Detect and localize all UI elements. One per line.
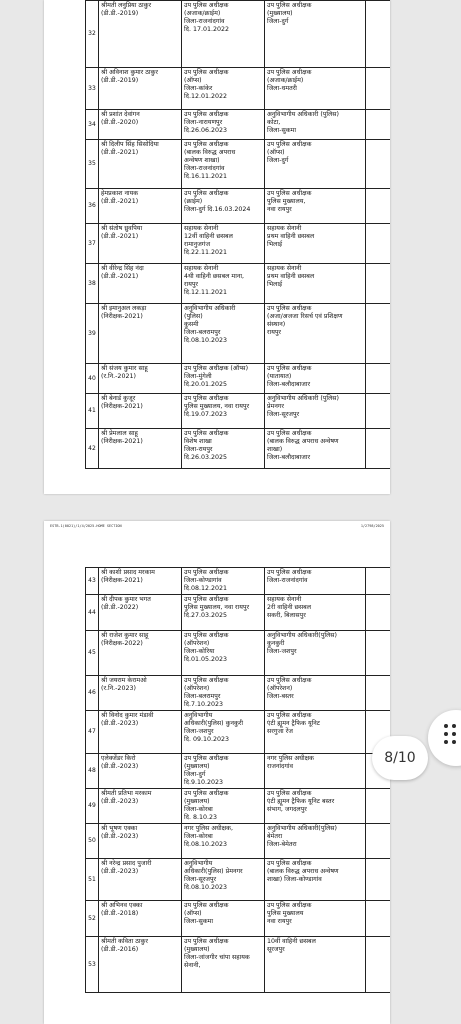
serial-number-cell <box>86 304 99 364</box>
current-posting-cell-text: उप पुलिस अधीक्षक (मुख्यालय) जिला-दुर्ग दि.9.10.2023 <box>184 755 229 786</box>
officer-name-cell <box>99 859 182 901</box>
transfer-table-page-2 <box>85 567 390 993</box>
new-posting-cell <box>265 676 366 711</box>
remarks-cell <box>366 859 391 901</box>
remarks-cell <box>366 394 391 429</box>
current-posting-cell <box>182 901 265 937</box>
new-posting-cell <box>265 824 366 859</box>
remarks-cell <box>366 140 391 189</box>
serial-number-cell <box>86 711 99 754</box>
current-posting-cell <box>182 364 265 394</box>
remarks-cell <box>366 224 391 264</box>
current-posting-cell <box>182 394 265 429</box>
new-posting-cell <box>265 429 366 469</box>
officer-name-cell-text: श्रीमती कविता ठाकुर (डी.डी.-2016) <box>101 938 148 953</box>
remarks-cell <box>366 68 391 110</box>
new-posting-cell-text: उप पुलिस अधीक्षक (बालक विरुद्ध अपराध अन्वेषण शाखा) जिला-कोण्डागांव <box>267 860 339 883</box>
new-posting-cell-text: उप पुलिस अधीक्षक (यातायात) जिला-बलौदाबाजार <box>267 365 312 388</box>
dots-grid-icon <box>444 724 458 752</box>
current-posting-cell-text: उप पुलिस अधीक्षक पुलिस मुख्यालय, नवा रायपुर दि.19.07.2023 <box>184 395 250 418</box>
table-row <box>86 789 391 824</box>
new-posting-cell <box>265 224 366 264</box>
current-posting-cell-text: उप पुलिस अधीक्षक (ऑपरेशन) जिला-बलरामपुर दि.7.10.2023 <box>184 677 229 708</box>
remarks-cell <box>366 304 391 364</box>
current-posting-cell <box>182 1 265 68</box>
new-posting-cell-text: अनुविभागीय अधिकारी (पुलिस) कोटा, जिला-सुकमा <box>267 111 339 134</box>
current-posting-cell-text: नगर पुलिस अधीक्षक, जिला-कोरबा दि.08.10.2023 <box>184 825 234 848</box>
officer-name-cell <box>99 304 182 364</box>
new-posting-cell <box>265 394 366 429</box>
serial-number-cell-text: 41 <box>88 407 96 414</box>
current-posting-cell <box>182 224 265 264</box>
serial-number-cell <box>86 824 99 859</box>
officer-name-cell-text: श्री भूषण एक्का (डी.डी.-2023) <box>101 825 139 840</box>
officer-name-cell <box>99 364 182 394</box>
current-posting-cell <box>182 676 265 711</box>
remarks-cell <box>366 937 391 993</box>
new-posting-cell-text: उप पुलिस अधीक्षक (अजा/अजजा रिसर्च एवं प्रशिक्षण संस्थान) रायपुर <box>267 305 343 336</box>
table-row <box>86 68 391 110</box>
officer-name-cell-text: श्री जयराम केरामओ (र.नि.-2023) <box>101 677 147 692</box>
serial-number-cell-text: 43 <box>88 577 96 584</box>
table-row <box>86 304 391 364</box>
officer-name-cell <box>99 264 182 304</box>
current-posting-cell <box>182 110 265 140</box>
serial-number-cell-text: 50 <box>88 837 96 844</box>
serial-number-cell <box>86 937 99 993</box>
serial-number-cell-text: 35 <box>88 160 96 167</box>
officer-name-cell-text: श्रीमती लनुप्रिया ठाकुर (डी.डी.-2019) <box>101 2 152 17</box>
officer-name-cell <box>99 394 182 429</box>
officer-name-cell <box>99 140 182 189</box>
serial-number-cell-text: 53 <box>88 960 96 968</box>
current-posting-cell <box>182 68 265 110</box>
new-posting-cell <box>265 631 366 676</box>
serial-number-cell <box>86 901 99 937</box>
table-row <box>86 110 391 140</box>
current-posting-cell-text: उप पुलिस अधीक्षक (ऑप्स) जिला-कांकेर दि.12.01.2022 <box>184 69 229 100</box>
new-posting-cell <box>265 364 366 394</box>
officer-name-cell <box>99 901 182 937</box>
remarks-cell <box>366 595 391 631</box>
new-posting-cell-text: 10वीं वाहिनी छसबल सूरजपुर <box>267 938 316 953</box>
serial-number-cell-text: 36 <box>88 202 96 209</box>
new-posting-cell-text: उप पुलिस अधीक्षक पुलिस मुख्यालय नवा रायपुर <box>267 902 312 925</box>
remarks-cell <box>366 189 391 224</box>
table-row <box>86 859 391 901</box>
table-row <box>86 595 391 631</box>
serial-number-cell-text: 46 <box>88 689 96 696</box>
current-posting-cell-text: उप पुलिस अधीक्षक (ऑपरेशन) जिला-कोरिया दि.01.05.2023 <box>184 632 229 663</box>
transfer-table-page-1 <box>85 0 390 469</box>
table-row <box>86 189 391 224</box>
current-posting-cell-text: उप पुलिस अधीक्षक (मुख्यालय) जिला-जांजगीर चांपा सहायक सेनानी, <box>184 938 250 969</box>
serial-number-cell-text: 52 <box>88 914 96 922</box>
remarks-cell <box>366 824 391 859</box>
serial-number-cell-text: 39 <box>88 329 96 337</box>
officer-name-cell-text: श्रीमती प्रतिभा मरकाम (डी.डी.-2023) <box>101 790 152 805</box>
new-posting-cell-text: उप पुलिस अधीक्षक एंटी ह्यूमन ट्रैफिक यूनिट बस्तर संभाग, जगदलपुर <box>267 790 335 813</box>
new-posting-cell-text: अनुविभागीय अधिकारी(पुलिस) बेमेतरा जिला-बेमेतरा <box>267 825 337 848</box>
serial-number-cell-text: 51 <box>88 875 96 883</box>
table-row <box>86 264 391 304</box>
table-row <box>86 394 391 429</box>
serial-number-cell-text: 42 <box>88 444 96 452</box>
serial-number-cell-text: 38 <box>88 279 96 287</box>
current-posting-cell-text: सहायक सेनानी 12वीं वाहिनी छसबल रामानुजगंज दि.22.11.2021 <box>184 225 233 256</box>
serial-number-cell <box>86 1 99 68</box>
current-posting-cell-text: उप पुलिस अधीक्षक (ऑप्स) जिला-मुंगेली दि.20.01.2025 <box>184 365 249 388</box>
current-posting-cell <box>182 824 265 859</box>
new-posting-cell <box>265 110 366 140</box>
remarks-cell <box>366 429 391 469</box>
serial-number-cell-text: 33 <box>88 84 96 92</box>
officer-name-cell <box>99 224 182 264</box>
serial-number-cell <box>86 394 99 429</box>
current-posting-cell <box>182 304 265 364</box>
serial-number-cell <box>86 140 99 189</box>
table-row <box>86 1 391 68</box>
new-posting-cell <box>265 568 366 595</box>
serial-number-cell <box>86 68 99 110</box>
serial-number-cell-text: 40 <box>88 374 96 382</box>
current-posting-cell-text: उप पुलिस अधीक्षक (मुख्यालय) जिला-कोरबा दि. 8.10.23 <box>184 790 229 821</box>
current-posting-cell <box>182 264 265 304</box>
new-posting-cell <box>265 754 366 789</box>
officer-name-cell-text: श्री प्रशांत देवांगन (डी.डी.-2020) <box>101 111 140 126</box>
table-row <box>86 140 391 189</box>
new-posting-cell <box>265 711 366 754</box>
serial-number-cell-text: 34 <box>88 120 96 128</box>
officer-name-cell-text: श्री काशी प्रसाद मरकाम (निरीक्षक-2021) <box>101 569 155 584</box>
officer-name-cell-text: श्री नरेन्द्र प्रसाद पुजारी (डी.डी.-2023) <box>101 860 152 875</box>
officer-name-cell <box>99 595 182 631</box>
officer-name-cell <box>99 711 182 754</box>
officer-name-cell <box>99 429 182 469</box>
remarks-cell <box>366 364 391 394</box>
officer-name-cell-text: श्री राजेश कुमार साहू (निरीक्षक-2022) <box>101 632 149 647</box>
officer-name-cell-text: श्री बेनार्ड कुजूर (निरीक्षक-2021) <box>101 395 143 410</box>
officer-name-cell <box>99 824 182 859</box>
current-posting-cell <box>182 140 265 189</box>
new-posting-cell-text: सहायक सेनानी प्रथम वाहिनी छसबल भिलाई <box>267 265 315 288</box>
new-posting-cell <box>265 789 366 824</box>
current-posting-cell-text: उप पुलिस अधीक्षक विशेष शाखा जिला-रायपुर दि.26.03.2025 <box>184 430 229 461</box>
officer-name-cell-text: एलेक्जेंडर किरो (डी.डी.-2023) <box>101 755 139 770</box>
current-posting-cell <box>182 631 265 676</box>
remarks-cell <box>366 901 391 937</box>
page-header <box>50 524 384 528</box>
current-posting-cell-text: सहायक सेनानी 4थी वाहिनी छसबल माना, रायपुर दि.12.11.2021 <box>184 265 244 296</box>
serial-number-cell-text: 49 <box>88 802 96 809</box>
current-posting-cell <box>182 595 265 631</box>
officer-name-cell <box>99 110 182 140</box>
new-posting-cell <box>265 189 366 224</box>
remarks-cell <box>366 631 391 676</box>
officer-name-cell <box>99 631 182 676</box>
serial-number-cell <box>86 789 99 824</box>
current-posting-cell-text: उप पुलिस अधीक्षक (क्राईम) जिला-दुर्ग दि.16.03.2024 <box>184 190 251 213</box>
officer-name-cell-text: श्री अभिनव एक्का (डी.डी.-2018) <box>101 902 143 917</box>
new-posting-cell <box>265 140 366 189</box>
serial-number-cell-text: 45 <box>88 649 96 656</box>
new-posting-cell <box>265 304 366 364</box>
officer-name-cell <box>99 937 182 993</box>
new-posting-cell-text: उप पुलिस अधीक्षक (ऑप्स) जिला-दुर्ग <box>267 141 312 164</box>
table-row <box>86 224 391 264</box>
serial-number-cell <box>86 264 99 304</box>
new-posting-cell <box>265 859 366 901</box>
new-posting-cell <box>265 264 366 304</box>
new-posting-cell-text: नगर पुलिस अधीक्षक राजनांदगांव <box>267 755 315 770</box>
new-posting-cell-text: उप पुलिस अधीक्षक (मुख्यालय) जिला-दुर्ग <box>267 2 312 25</box>
document-page-1 <box>44 0 390 494</box>
officer-name-cell <box>99 68 182 110</box>
file-reference: ESTB-1(0021)/1/4/2025-HOME SECTION <box>50 524 122 528</box>
new-posting-cell <box>265 595 366 631</box>
page-indicator-label: 8/10 <box>384 750 416 766</box>
officer-name-cell-text: श्री संतोष ध्रुवपिया (डी.डी.-2021) <box>101 225 143 240</box>
table-row <box>86 754 391 789</box>
current-posting-cell <box>182 429 265 469</box>
serial-number-cell-text: 32 <box>88 30 96 37</box>
remarks-cell <box>366 1 391 68</box>
officer-name-cell-text: श्री संजय कुमार साहू (र.नि.-2021) <box>101 365 148 380</box>
officer-name-cell <box>99 754 182 789</box>
current-posting-cell-text: अनुविभागीय अधिकारी (पुलिस) कुसमी जिला-बलरामपुर दि.08.10.2023 <box>184 305 236 344</box>
officer-name-cell-text: श्री विनोद कुमार मंडावी (डी.डी.-2023) <box>101 712 154 727</box>
current-posting-cell <box>182 568 265 595</box>
officer-name-cell-text: श्री इमानुअल लकड़ा (निरीक्षक-2021) <box>101 305 147 320</box>
table-body <box>86 1 391 469</box>
serial-number-cell <box>86 859 99 901</box>
new-posting-cell-text: अनुविभागीय अधिकारी(पुलिस) कुनकुरी जिला-जशपुर <box>267 632 337 655</box>
serial-number-cell <box>86 429 99 469</box>
serial-number-cell <box>86 754 99 789</box>
new-posting-cell-text: सहायक सेनानी प्रथम वाहिनी छसबल भिलाई <box>267 225 315 248</box>
officer-name-cell-text: हेमप्रकाश नायक (डी.डी.-2021) <box>101 190 139 205</box>
officer-name-cell-text: श्री अविनाश कुमार ठाकुर (डी.डी.-2019) <box>101 69 158 84</box>
table-row <box>86 631 391 676</box>
new-posting-cell-text: सहायक सेनानी 2री वाहिनी छसबल सकरी, बिलासपुर <box>267 596 311 619</box>
officer-name-cell <box>99 1 182 68</box>
new-posting-cell-text: उप पुलिस अधीक्षक पुलिस मुख्यालय, नवा रायपुर <box>267 190 312 213</box>
serial-number-cell <box>86 595 99 631</box>
remarks-cell <box>366 676 391 711</box>
table-row <box>86 568 391 595</box>
page-indicator <box>372 736 428 780</box>
new-posting-cell <box>265 1 366 68</box>
document-number: 1/2798/2025 <box>360 524 384 528</box>
serial-number-cell-text: 47 <box>88 728 96 735</box>
officer-name-cell-text: श्री दीपक कुमार भगत (डी.डी.-2022) <box>101 596 151 611</box>
document-page-2 <box>44 521 390 1024</box>
remarks-cell <box>366 264 391 304</box>
current-posting-cell-text: अनुविभागीय अधिकारी(पुलिस) प्रेमनगर जिला-सूरजपुर दि.08.10.2023 <box>184 860 243 891</box>
officer-name-cell <box>99 676 182 711</box>
serial-number-cell <box>86 110 99 140</box>
officer-name-cell <box>99 568 182 595</box>
officer-name-cell-text: श्री दिलीप सिंह सिसोदिया (डी.डी.-2021) <box>101 141 159 156</box>
new-posting-cell-text: उप पुलिस अधीक्षक एंटी ह्यूमन ट्रैफिक यूनिट सरगुजा रेंज <box>267 712 320 735</box>
menu-button[interactable] <box>428 710 461 766</box>
remarks-cell <box>366 110 391 140</box>
table-row <box>86 364 391 394</box>
current-posting-cell <box>182 859 265 901</box>
current-posting-cell-text: उप पुलिस अधीक्षक (अजाक/क्राईम) जिला-राजनांदगांव दि. 17.01.2022 <box>184 2 230 33</box>
new-posting-cell-text: उप पुलिस अधीक्षक (ऑपरेशन) जिला-बस्तर <box>267 677 312 700</box>
current-posting-cell <box>182 937 265 993</box>
current-posting-cell-text: उप पुलिस अधीक्षक (ऑप्स) जिला-सुकमा <box>184 902 229 925</box>
officer-name-cell <box>99 789 182 824</box>
current-posting-cell <box>182 189 265 224</box>
serial-number-cell <box>86 189 99 224</box>
new-posting-cell-text: उप पुलिस अधीक्षक (अजाक/क्राईम) जिला-धमतरी <box>267 69 312 92</box>
new-posting-cell-text: उप पुलिस अधीक्षक (बालक विरुद्ध अपराध अन्वेषण शाखा) जिला-बलौदाबाजार <box>267 430 339 461</box>
serial-number-cell <box>86 676 99 711</box>
officer-name-cell-text: श्री वीरेन्द्र सिंह नंदा (डी.डी.-2021) <box>101 265 144 280</box>
current-posting-cell <box>182 754 265 789</box>
current-posting-cell-text: अनुविभागीय अधिकारी(पुलिस) कुनकुरी जिला-जशपुर दि. 09.10.2023 <box>184 712 244 743</box>
table-row <box>86 824 391 859</box>
serial-number-cell-text: 44 <box>88 608 96 616</box>
serial-number-cell-text: 37 <box>88 239 96 247</box>
current-posting-cell-text: उप पुलिस अधीक्षक जिला-नारायणपुर दि.26.06.2023 <box>184 111 229 134</box>
table-row <box>86 937 391 993</box>
officer-name-cell <box>99 189 182 224</box>
table-body <box>86 568 391 993</box>
new-posting-cell-text: अनुविभागीय अधिकारी (पुलिस) प्रेमनगर जिला-सूरजपुर <box>267 395 339 418</box>
serial-number-cell <box>86 364 99 394</box>
remarks-cell <box>366 568 391 595</box>
remarks-cell <box>366 789 391 824</box>
table-row <box>86 676 391 711</box>
new-posting-cell <box>265 937 366 993</box>
current-posting-cell <box>182 789 265 824</box>
serial-number-cell-text: 48 <box>88 767 96 774</box>
serial-number-cell <box>86 568 99 595</box>
current-posting-cell <box>182 711 265 754</box>
current-posting-cell-text: उप पुलिस अधीक्षक पुलिस मुख्यालय, नवा रायपुर दि.27.03.2025 <box>184 596 250 619</box>
serial-number-cell <box>86 631 99 676</box>
current-posting-cell-text: उप पुलिस अधीक्षक (बालक विरुद्ध अपराध अन्वेषण शाखा) जिला-राजनांदगांव दि.16.11.2021 <box>184 141 236 180</box>
current-posting-cell-text: उप पुलिस अधीक्षक जिला-कोण्डागांव दि.08.12.2021 <box>184 569 229 592</box>
table-row <box>86 429 391 469</box>
table-row <box>86 711 391 754</box>
serial-number-cell <box>86 224 99 264</box>
table-row <box>86 901 391 937</box>
new-posting-cell <box>265 68 366 110</box>
new-posting-cell-text: उप पुलिस अधीक्षक जिला-राजनांदगांव <box>267 569 312 584</box>
officer-name-cell-text: श्री प्रेमलाल साहू (निरीक्षक-2021) <box>101 430 143 445</box>
new-posting-cell <box>265 901 366 937</box>
